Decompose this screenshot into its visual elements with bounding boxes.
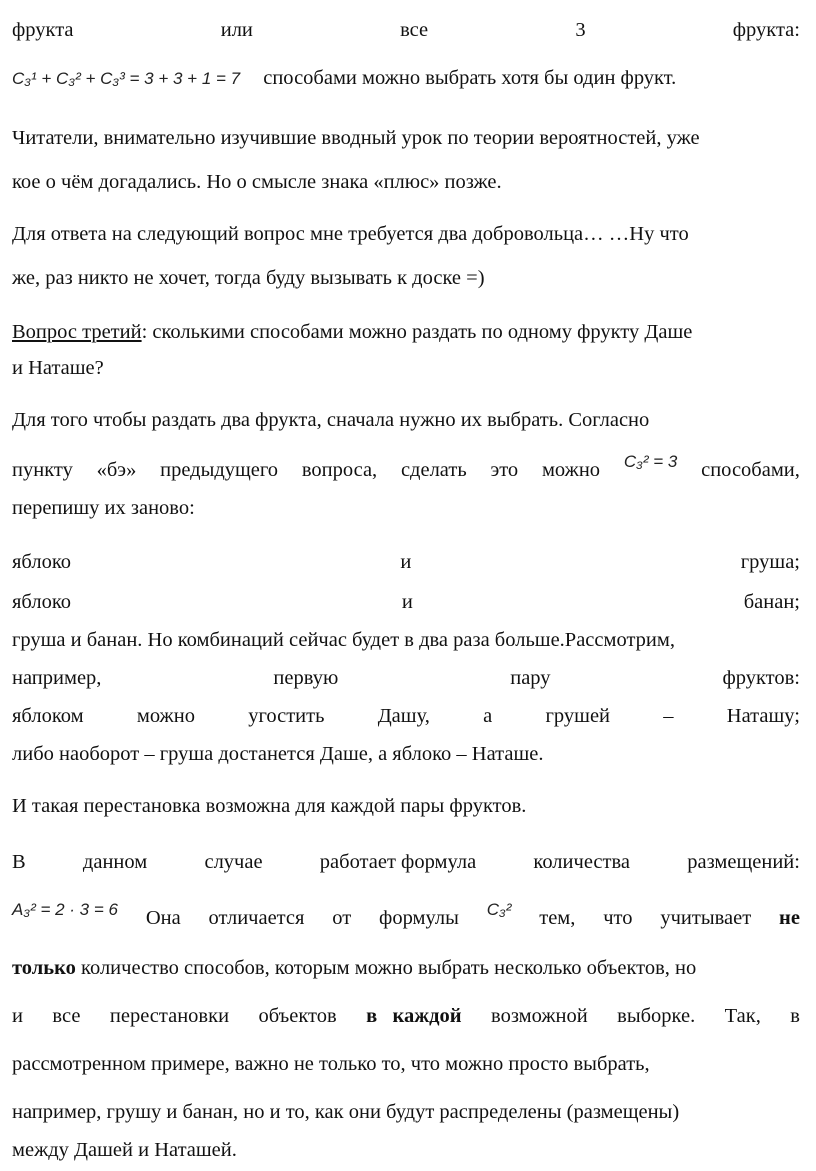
word: отличается bbox=[208, 907, 305, 929]
word: тем, bbox=[539, 907, 576, 929]
word: банан; bbox=[743, 591, 800, 613]
line-2 bbox=[12, 64, 800, 93]
word: Наташу; bbox=[726, 705, 800, 727]
pair-line bbox=[12, 588, 800, 616]
bold-phrase: в каждой bbox=[366, 1005, 462, 1027]
word: предыдущего bbox=[160, 459, 279, 481]
word: а bbox=[483, 705, 493, 727]
word: данном bbox=[82, 851, 148, 873]
word: можно bbox=[136, 705, 195, 727]
word: способами, bbox=[701, 459, 800, 481]
text: : сколькими способами можно раздать по одному фрукту Даше bbox=[141, 321, 693, 343]
line-1 bbox=[12, 16, 800, 44]
paragraph-line: рассмотренном примере, важно не только то, что можно просто выбрать, bbox=[12, 1053, 650, 1075]
word: фрукта bbox=[12, 19, 74, 41]
justified-line bbox=[12, 900, 800, 932]
justified-line bbox=[12, 452, 800, 484]
word: – bbox=[663, 705, 674, 727]
word: груша; bbox=[740, 551, 800, 573]
word: фруктов: bbox=[722, 667, 800, 689]
bold-word: не bbox=[779, 907, 800, 929]
justified-line bbox=[12, 1002, 800, 1030]
formula-c-3-2: C₃² = 3 bbox=[623, 452, 678, 471]
word: что bbox=[603, 907, 633, 929]
word: все bbox=[52, 1005, 81, 1027]
word: Дашу, bbox=[377, 705, 430, 727]
paragraph-line: перепишу их заново: bbox=[12, 497, 195, 519]
question-three-line bbox=[12, 318, 800, 346]
word: и bbox=[400, 551, 412, 573]
word: перестановки bbox=[109, 1005, 230, 1027]
paragraph-line: между Дашей и Наташей. bbox=[12, 1139, 237, 1161]
word: и bbox=[12, 1005, 23, 1027]
word: «бэ» bbox=[96, 459, 137, 481]
word: В bbox=[12, 851, 26, 873]
word: яблоко bbox=[12, 551, 71, 573]
word: случае bbox=[204, 851, 263, 873]
paragraph-line: кое о чём догадались. Но о смысле знака «плюс» позже. bbox=[12, 171, 502, 193]
word: например, bbox=[12, 667, 102, 689]
paragraph-line: например, грушу и банан, но и то, как они будут распределены (размещены) bbox=[12, 1101, 680, 1123]
paragraph-line: груша и банан. Но комбинаций сейчас будет в два раза больше.Рассмотрим, bbox=[12, 629, 675, 651]
word: или bbox=[220, 19, 253, 41]
word: от bbox=[332, 907, 352, 929]
paragraph-line: же, раз никто не хочет, тогда буду вызывать к доске =) bbox=[12, 267, 485, 289]
word: Она bbox=[145, 907, 181, 929]
justified-line bbox=[12, 664, 800, 692]
word: возможной bbox=[491, 1005, 588, 1027]
word: яблоко bbox=[12, 591, 71, 613]
word: формулы bbox=[379, 907, 459, 929]
question-three-label: Вопрос третий bbox=[12, 321, 142, 343]
word: работает формула bbox=[319, 851, 477, 873]
formula-combinations-sum: C₃¹ + C₃² + C₃³ = 3 + 3 + 1 = 7 bbox=[12, 69, 241, 88]
word: первую bbox=[273, 667, 339, 689]
word: и bbox=[401, 591, 413, 613]
word: все bbox=[400, 19, 429, 41]
paragraph-line: Читатели, внимательно изучившие вводный урок по теории вероятностей, уже bbox=[12, 127, 700, 149]
paragraph-line: И такая перестановка возможна для каждой пары фруктов. bbox=[12, 795, 527, 817]
justified-line bbox=[12, 848, 800, 876]
text: количество способов, которым можно выбрать несколько объектов, но bbox=[75, 957, 697, 979]
pair-line bbox=[12, 548, 800, 576]
formula-arrangements: A₃² = 2 · 3 = 6 bbox=[12, 900, 118, 919]
bold-word: только bbox=[12, 957, 76, 979]
word: Так, bbox=[724, 1005, 761, 1027]
word: сделать bbox=[400, 459, 467, 481]
word: 3 bbox=[575, 19, 586, 41]
word: в bbox=[790, 1005, 800, 1027]
paragraph-line: Для того чтобы раздать два фрукта, сначала нужно их выбрать. Согласно bbox=[12, 409, 650, 431]
word: размещений: bbox=[687, 851, 800, 873]
paragraph-line: и Наташе? bbox=[12, 357, 104, 379]
justified-line bbox=[12, 702, 800, 730]
word: вопроса, bbox=[301, 459, 378, 481]
word: количества bbox=[533, 851, 630, 873]
word: учитывает bbox=[660, 907, 752, 929]
word: пункту bbox=[12, 459, 73, 481]
text: способами можно выбрать хотя бы один фрукт. bbox=[263, 67, 677, 89]
formula-c-3-2-inline: C₃² bbox=[486, 900, 512, 919]
word: можно bbox=[541, 459, 601, 481]
word: объектов bbox=[258, 1005, 337, 1027]
word: фрукта: bbox=[732, 19, 800, 41]
word: пару bbox=[510, 667, 551, 689]
word: угостить bbox=[248, 705, 325, 727]
word: грушей bbox=[545, 705, 611, 727]
word: яблоком bbox=[12, 705, 84, 727]
paragraph-line: либо наоборот – груша достанется Даше, а яблоко – Наташе. bbox=[12, 743, 544, 765]
paragraph-line bbox=[12, 954, 800, 982]
paragraph-line: Для ответа на следующий вопрос мне требуется два добровольца… …Ну что bbox=[12, 223, 689, 245]
word: выборке. bbox=[617, 1005, 696, 1027]
word: это bbox=[490, 459, 519, 481]
